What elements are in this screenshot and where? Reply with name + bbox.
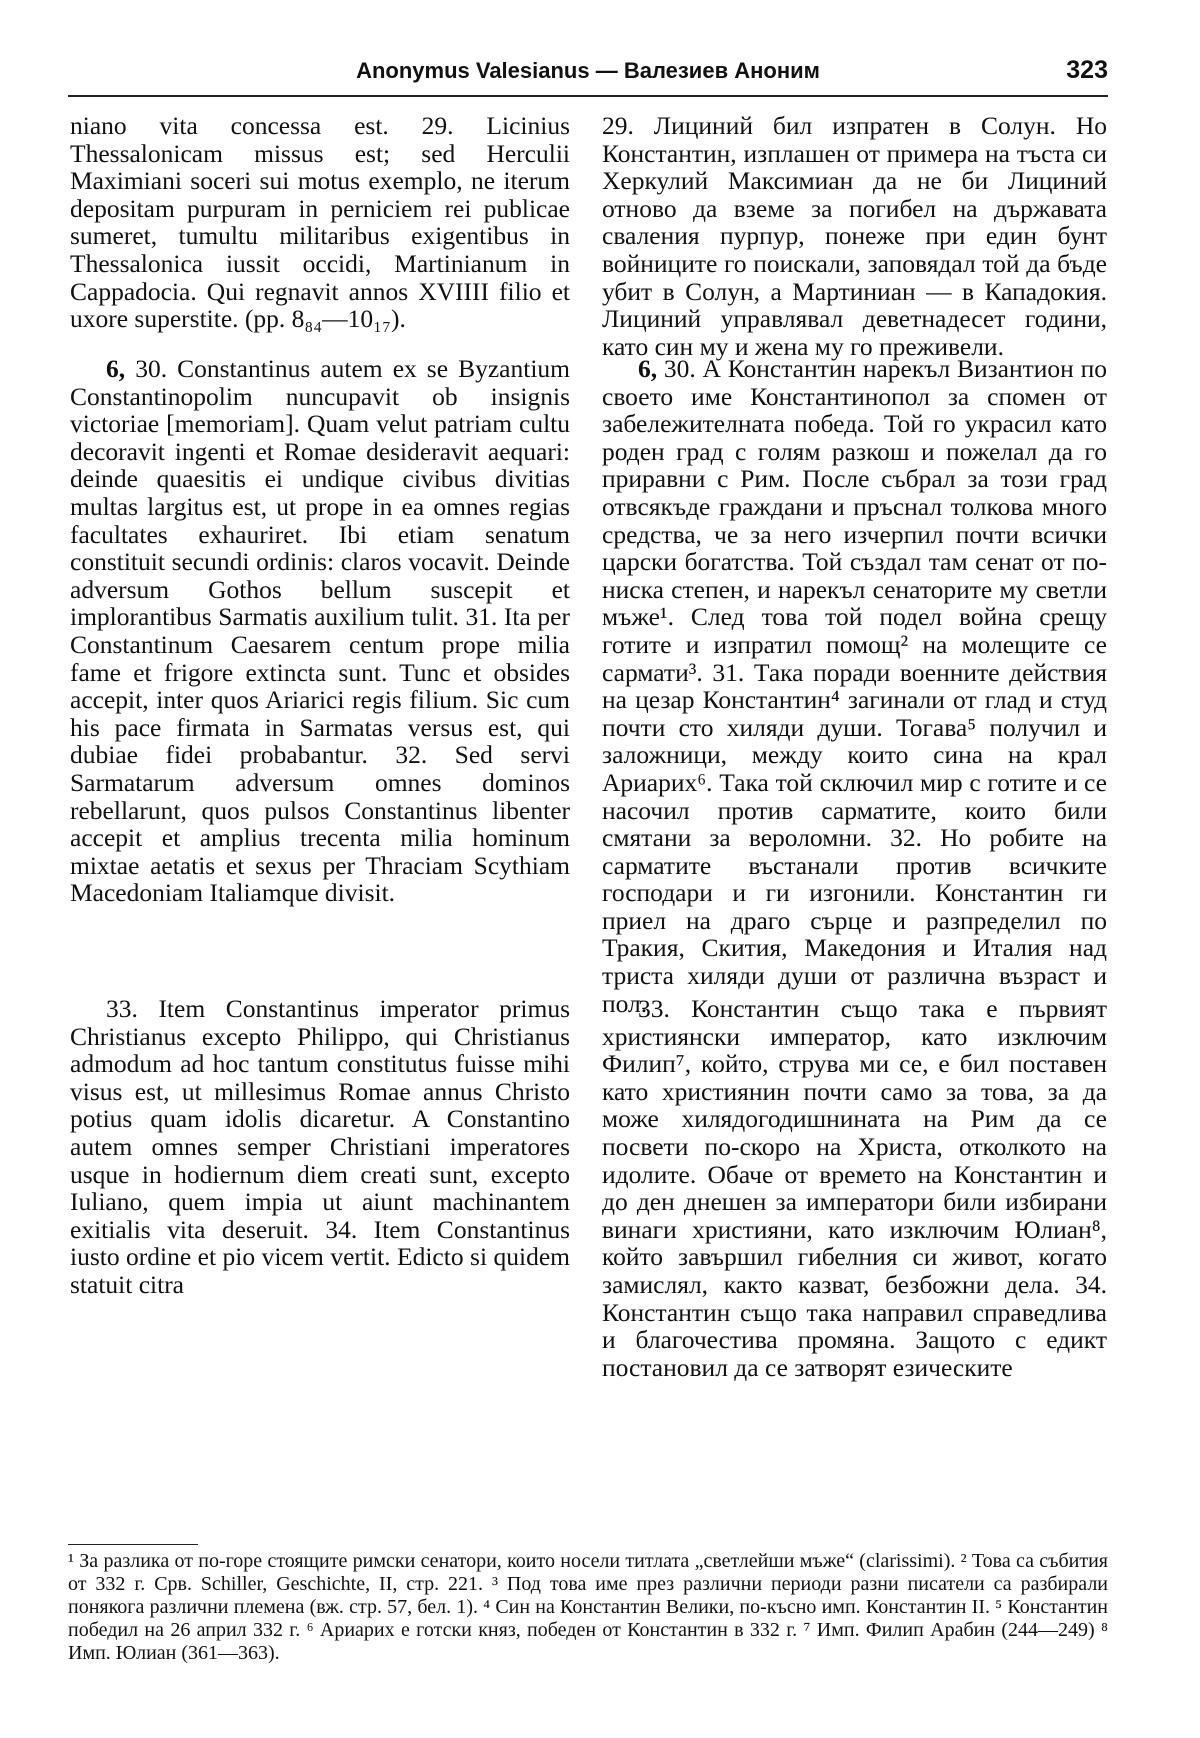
header-title: Anonymus Valesianus — Валезиев Аноним	[356, 58, 820, 83]
footnotes-text: ¹ За разлика от по-горе стоящите римски сенатори, които носели титлата „светлейши мъже“ (clarissimi). ² Това са събития от 332 г. Срв. Schiller, Geschichte, II, стр. 221. ³ Под това име през различни периоди разни писатели са разбирали понякога различни племена (вж. стр. 57, бел. 1). ⁴ Син на Константин Велики, по-късно имп. Константин II. ⁵ Константин победил на 26 април 332 г. ⁶ Ариарих е готски княз, победен от Константин в 332 г. ⁷ Имп. Филип Арабин (244—249) ⁸ Имп. Юлиан (361—363).	[68, 1550, 1108, 1664]
bulgarian-block-2	[602, 355, 1107, 1017]
latin-block-3	[70, 995, 570, 1299]
bulgarian-paragraph-30	[602, 355, 1107, 1017]
latin-paragraph-29: niano vita concessa est. 29. Licinius Thessalonicam missus est; sed Herculii Maximiani soceri sui motus exemplo, ne iterum depositam purpuram in perniciem rei publicae sumeret, tumultu militaribus exigentibus in Thessalonica iussit occidi, Martinianum in Cappadocia. Qui regnavit annos XVIIII filio et uxore superstite. (pp. 8₈₄—10₁₇).	[70, 111, 570, 334]
latin-block-2	[70, 355, 570, 907]
footnote-rule	[68, 1544, 198, 1545]
header-rule	[68, 95, 1108, 97]
page-number: 323	[1066, 56, 1108, 84]
latin-chapter-number: 6,	[106, 354, 126, 383]
latin-paragraph-30-text: 30. Constantinus autem ex se Byzantium Constantinopolim nuncupavit ob insignis victoriae [memoriam]. Quam velut patriam cultu decoravit ingenti et Romae desideravit aequari: deinde quaesitis ei undique civibus divitias multas largitus est, ut prope in ea omnes regias facultates exhauriret. Ibi etiam senatum constituit secundi ordinis: claros vocavit. Deinde adversum Gothos bellum suscepit et implorantibus Sarmatis auxilium tulit. 31. Ita per Constantinum Caesarem centum prope milia fame et frigore extincta sunt. Tunc et obsides accepit, inter quos Ariarici regis filium. Sic cum his pace firmata in Sarmatas versus est, qui dubiae fidei probabantur. 32. Sed servi Sarmatarum adversum omnes dominos rebellarunt, quos pulsos Constantinus libenter accepit et amplius trecenta milia hominum mixtae aetatis et sexus per Thraciam Scythiam Macedoniam Italiamque divisit.	[70, 354, 571, 908]
bulgarian-paragraph-33: 33. Константин също така е първият християнски император, като изключим Филип⁷, който, струва ми се, е бил поставен като християнин почти само за това, за да може хилядогодишнината на Рим да се посвети по-скоро на Христа, отколкото на идолите. Обаче от времето на Константин и до ден днешен за императори били избирани винаги християни, като изключим Юлиан⁸, който завършил гибелния си живот, когато замислял, както казват, безбожни дела. 34. Константин също така направил справедлива и благочестива промяна. Защото с едикт постановил да се затворят езическите	[602, 994, 1107, 1382]
footnotes	[68, 1550, 1108, 1665]
latin-paragraph-33: 33. Item Constantinus imperator primus Christianus excepto Philippo, qui Christianus admodum ad hoc tantum constitutus fuisse mihi visus est, ut millesimus Romae annus Christo potius quam idolis dicaretur. A Constantino autem omnes semper Christiani imperatores usque in hodiernum diem creati sunt, excepto Iuliano, quem impia ut aiunt machinantem exitialis vita deseruit. 34. Item Constantinus iusto ordine et pio vicem vertit. Edicto si quidem statuit citra	[70, 994, 570, 1299]
running-header	[68, 52, 1108, 92]
bulgarian-chapter-number: 6,	[638, 354, 658, 383]
latin-block-1	[70, 112, 570, 333]
bulgarian-block-1	[602, 112, 1107, 360]
bulgarian-paragraph-30-text: 30. А Константин нарекъл Византион по своето име Константинопол за спомен от забележителната победа. Той го украсил като роден град с голям разкош и пожелал да го приравни с Рим. После събрал за този град отвсякъде граждани и пръснал толкова много средства, че за него изчерпил почти всички царски богатства. Той създал там сенат от по-ниска степен, и нарекъл сенаторите му светли мъже¹. След това той подел война срещу готите и изпратил помощ² на молещите се сармати³. 31. Така поради военните действия на цезар Константин⁴ загинали от глад и студ почти сто хиляди души. Тогава⁵ получил и заложници, между които сина на крал Ариарих⁶. Така той сключил мир с готите и се насочил против сарматите, които били смятани за вероломни. 32. Но робите на сарматите въстанали против всичките господари и ги изгонили. Константин ги приел на драго сърце и разпределил по Тракия, Скития, Македония и Италия над триста хиляди души от различна възраст и пол.	[602, 354, 1107, 1018]
bulgarian-block-3	[602, 995, 1107, 1381]
latin-paragraph-30	[70, 355, 570, 907]
bulgarian-paragraph-29: 29. Лициний бил изпратен в Солун. Но Константин, изплашен от примера на тъста си Херкулий Максимиан да не би Лициний отново да вземе за погибел на държавата сваления пурпур, понеже при един бунт войниците го поискали, заповядал той да бъде убит в Солун, а Мартиниан — в Кападокия. Лициний управлявал деветнадесет години, като син му и жена му го преживели.	[602, 111, 1107, 361]
